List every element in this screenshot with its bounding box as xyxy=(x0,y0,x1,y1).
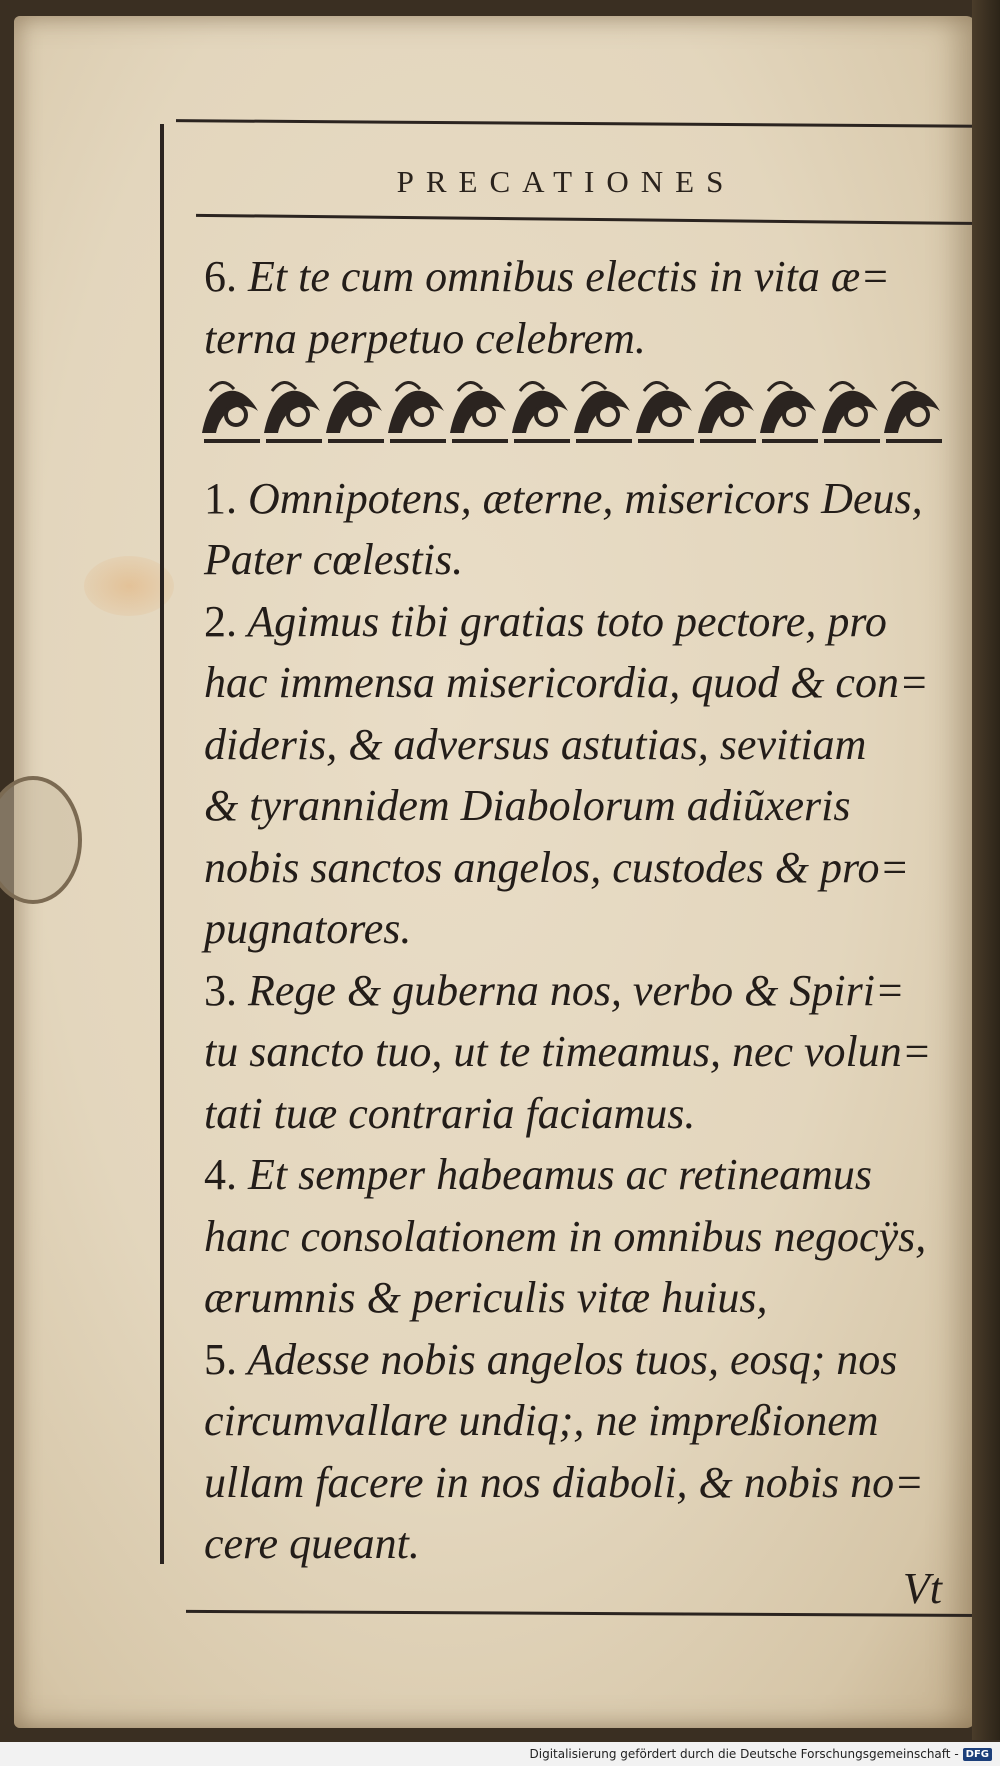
frame-bottom-rule xyxy=(186,1610,1000,1617)
line-text: tu sancto tuo, ut te timeamus, nec volun= xyxy=(204,1027,932,1076)
text-line xyxy=(204,652,944,714)
line-text: Et te cum omnibus electis in vita æ= xyxy=(248,252,890,301)
verse-number: 4. xyxy=(204,1150,237,1199)
text-line xyxy=(204,960,944,1022)
head-rule xyxy=(196,214,994,225)
verse-number: 1. xyxy=(204,473,237,523)
text-line xyxy=(204,837,944,899)
line-text: Pater cœlestis. xyxy=(204,535,464,584)
line-text: Omnipotens, æterne, misericors Deus, xyxy=(248,473,923,523)
line-text: hanc consolationem in omnibus negocÿs, xyxy=(204,1211,927,1261)
text-line xyxy=(204,775,944,837)
line-text: & tyrannidem Diabolorum adiũxeris xyxy=(204,781,851,830)
binding-edge xyxy=(972,0,1000,1740)
digitization-credit xyxy=(0,1742,1000,1766)
line-text: Agimus tibi gratias toto pectore, pro xyxy=(247,596,887,646)
line-text: circumvallare undiq;, ne impreßionem xyxy=(204,1396,879,1445)
text-line xyxy=(204,1513,944,1575)
line-text: Rege & guberna nos, verbo & Spiri= xyxy=(248,965,905,1015)
catchword: Vt xyxy=(902,1564,942,1613)
line-text: pugnatores. xyxy=(204,904,412,953)
clasp-loop xyxy=(0,776,82,904)
text-block xyxy=(204,246,944,1575)
line-text: cere queant. xyxy=(204,1519,420,1568)
line-text: ærumnis & periculis vitæ huius, xyxy=(204,1273,768,1322)
line-text: tati tuæ contraria faciamus. xyxy=(204,1088,696,1138)
line-text: Et semper habeamus ac retineamus xyxy=(248,1150,873,1199)
verse-number: 6. xyxy=(204,252,237,301)
line-text: Adesse nobis angelos tuos, eosq; nos xyxy=(247,1334,898,1384)
ornament-band xyxy=(204,369,944,468)
text-frame xyxy=(176,134,956,1624)
verse-number: 2. xyxy=(204,596,237,646)
text-line xyxy=(204,898,944,960)
line-text: nobis sanctos angelos, custodes & pro= xyxy=(204,842,910,892)
text-line xyxy=(204,1390,944,1452)
dfg-logo: DFG xyxy=(963,1748,992,1761)
text-line xyxy=(204,1452,944,1514)
text-line xyxy=(204,714,944,776)
text-line xyxy=(204,308,944,370)
text-line xyxy=(204,591,944,653)
text-line xyxy=(204,1329,944,1391)
text-line xyxy=(204,246,944,308)
text-line xyxy=(204,1206,944,1268)
text-line xyxy=(204,1144,944,1206)
text-line xyxy=(204,1021,944,1083)
verse-number: 3. xyxy=(204,965,237,1015)
frame-top-rule xyxy=(176,119,996,128)
line-text: hac immensa misericordia, quod & con= xyxy=(204,658,929,707)
text-line xyxy=(204,529,944,591)
text-line xyxy=(204,1267,944,1329)
text-line xyxy=(204,1083,944,1145)
text-line xyxy=(204,468,944,530)
line-text: dideris, & adversus astutias, sevitiam xyxy=(204,719,867,769)
running-head: PRECATIONES xyxy=(396,164,736,199)
line-text: ullam facere in nos diaboli, & nobis no= xyxy=(204,1457,924,1507)
line-text: terna perpetuo celebrem. xyxy=(204,313,646,363)
frame-left-rule xyxy=(160,124,164,1564)
book-page xyxy=(14,16,976,1728)
credit-text: Digitalisierung gefördert durch die Deutsche Forschungsgemeinschaft - xyxy=(529,1747,959,1761)
verse-number: 5. xyxy=(204,1334,237,1384)
